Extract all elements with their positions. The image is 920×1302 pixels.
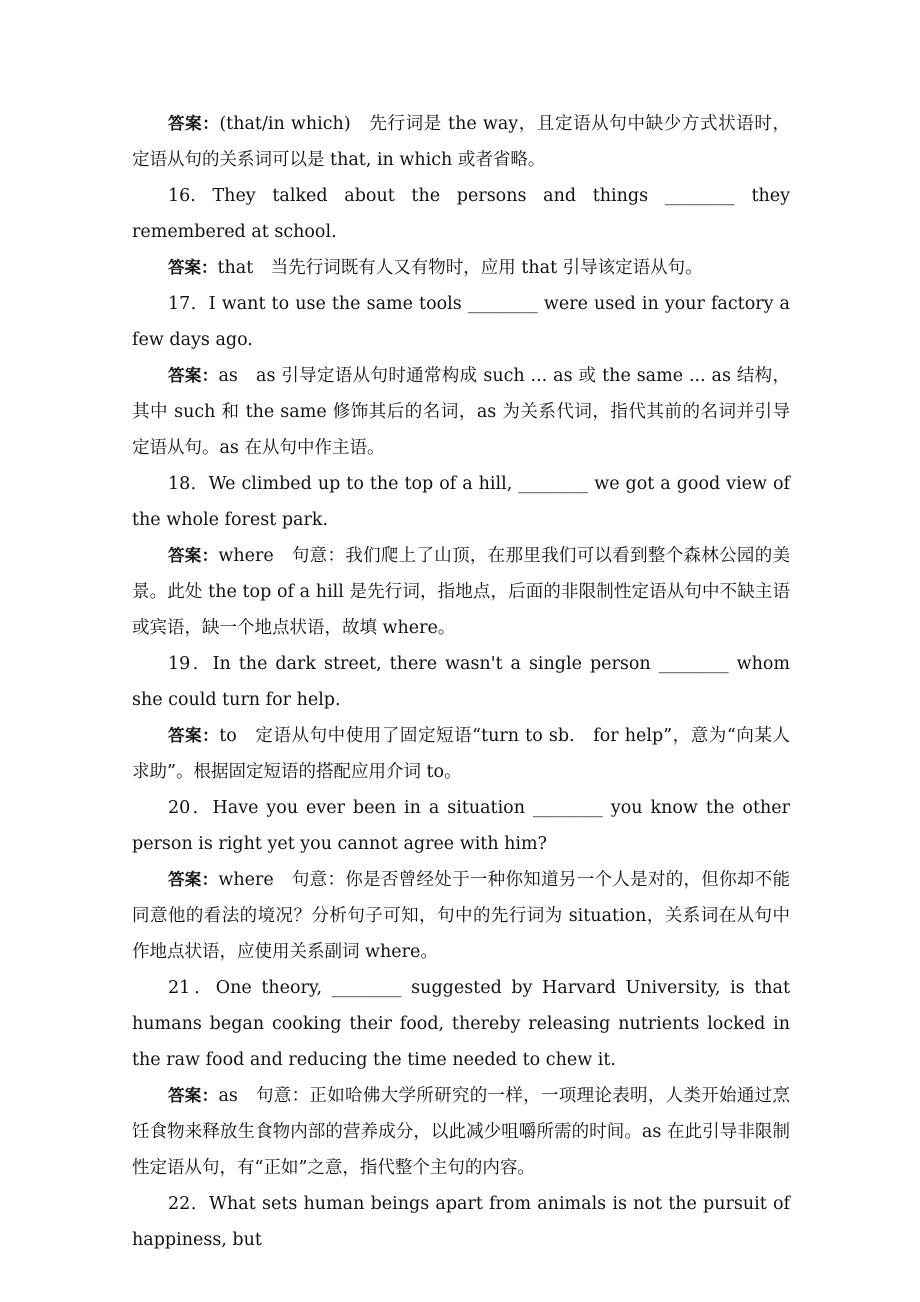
answer-16 bbox=[132, 250, 790, 286]
answer-label: 答案： bbox=[168, 726, 220, 745]
question-18: 18．We climbed up to the top of a hill, ________ we got a good view of the whole forest park. bbox=[132, 474, 790, 530]
answer-label: 答案： bbox=[168, 258, 218, 277]
answer-label: 答案： bbox=[168, 870, 219, 889]
answer-19 bbox=[132, 718, 790, 790]
question-16: 16. They talked about the persons and things ________ they remembered at school. bbox=[132, 186, 790, 242]
answer-label: 答案： bbox=[168, 366, 219, 385]
answer-text: as as 引导定语从句时通常构成 such ... as 或 the same ... as 结构，其中 such 和 the same 修饰其后的名词，as 为关系代词，指代其前的名词并引导定语从句。as 在从句中作主语。 bbox=[132, 366, 790, 458]
answer-15 bbox=[132, 106, 790, 178]
answer-text: where 句意：我们爬上了山顶，在那里我们可以看到整个森林公园的美景。此处 the top of a hill 是先行词，指地点，后面的非限制性定语从句中不缺主语或宾语，缺一个地点状语，故填 where。 bbox=[132, 546, 791, 638]
question-19: 19．In the dark street, there wasn't a single person ________ whom she could turn for help. bbox=[132, 654, 790, 710]
answer-text: that 当先行词既有人又有物时，应用 that 引导该定语从句。 bbox=[217, 258, 703, 278]
answer-text: (that/in which) 先行词是 the way，且定语从句中缺少方式状语时，定语从句的关系词可以是 that, in which 或者省略。 bbox=[132, 114, 790, 170]
question-17: 17．I want to use the same tools ________ were used in your factory a few days ago. bbox=[132, 294, 790, 350]
answer-21 bbox=[132, 1078, 790, 1186]
question-22: 22．What sets human beings apart from animals is not the pursuit of happiness, but bbox=[132, 1194, 790, 1250]
answer-18 bbox=[132, 538, 790, 646]
question-21: 21．One theory, ________ suggested by Harvard University, is that humans began cooking their food, thereby releasing nutrients locked in the raw food and reducing the time needed to chew it. bbox=[132, 978, 790, 1070]
answer-label: 答案： bbox=[168, 1086, 219, 1105]
answer-text: as 句意：正如哈佛大学所研究的一样，一项理论表明，人类开始通过烹饪食物来释放生食物内部的营养成分，以此减少咀嚼所需的时间。as 在此引导非限制性定语从句，有“正如”之意，指代整个主句的内容。 bbox=[132, 1086, 790, 1178]
answer-label: 答案： bbox=[168, 114, 220, 133]
answer-text: to 定语从句中使用了固定短语“turn to sb. for help”，意为“向某人求助”。根据固定短语的搭配应用介词 to。 bbox=[132, 726, 791, 782]
answer-label: 答案： bbox=[168, 546, 219, 565]
answer-20 bbox=[132, 862, 790, 970]
question-20: 20．Have you ever been in a situation ________ you know the other person is right yet you cannot agree with him? bbox=[132, 798, 790, 854]
document-page bbox=[132, 106, 790, 1258]
answer-17 bbox=[132, 358, 790, 466]
answer-text: where 句意：你是否曾经处于一种你知道另一个人是对的，但你却不能同意他的看法的境况？分析句子可知，句中的先行词为 situation，关系词在从句中作地点状语，应使用关系副词 where。 bbox=[132, 870, 791, 962]
